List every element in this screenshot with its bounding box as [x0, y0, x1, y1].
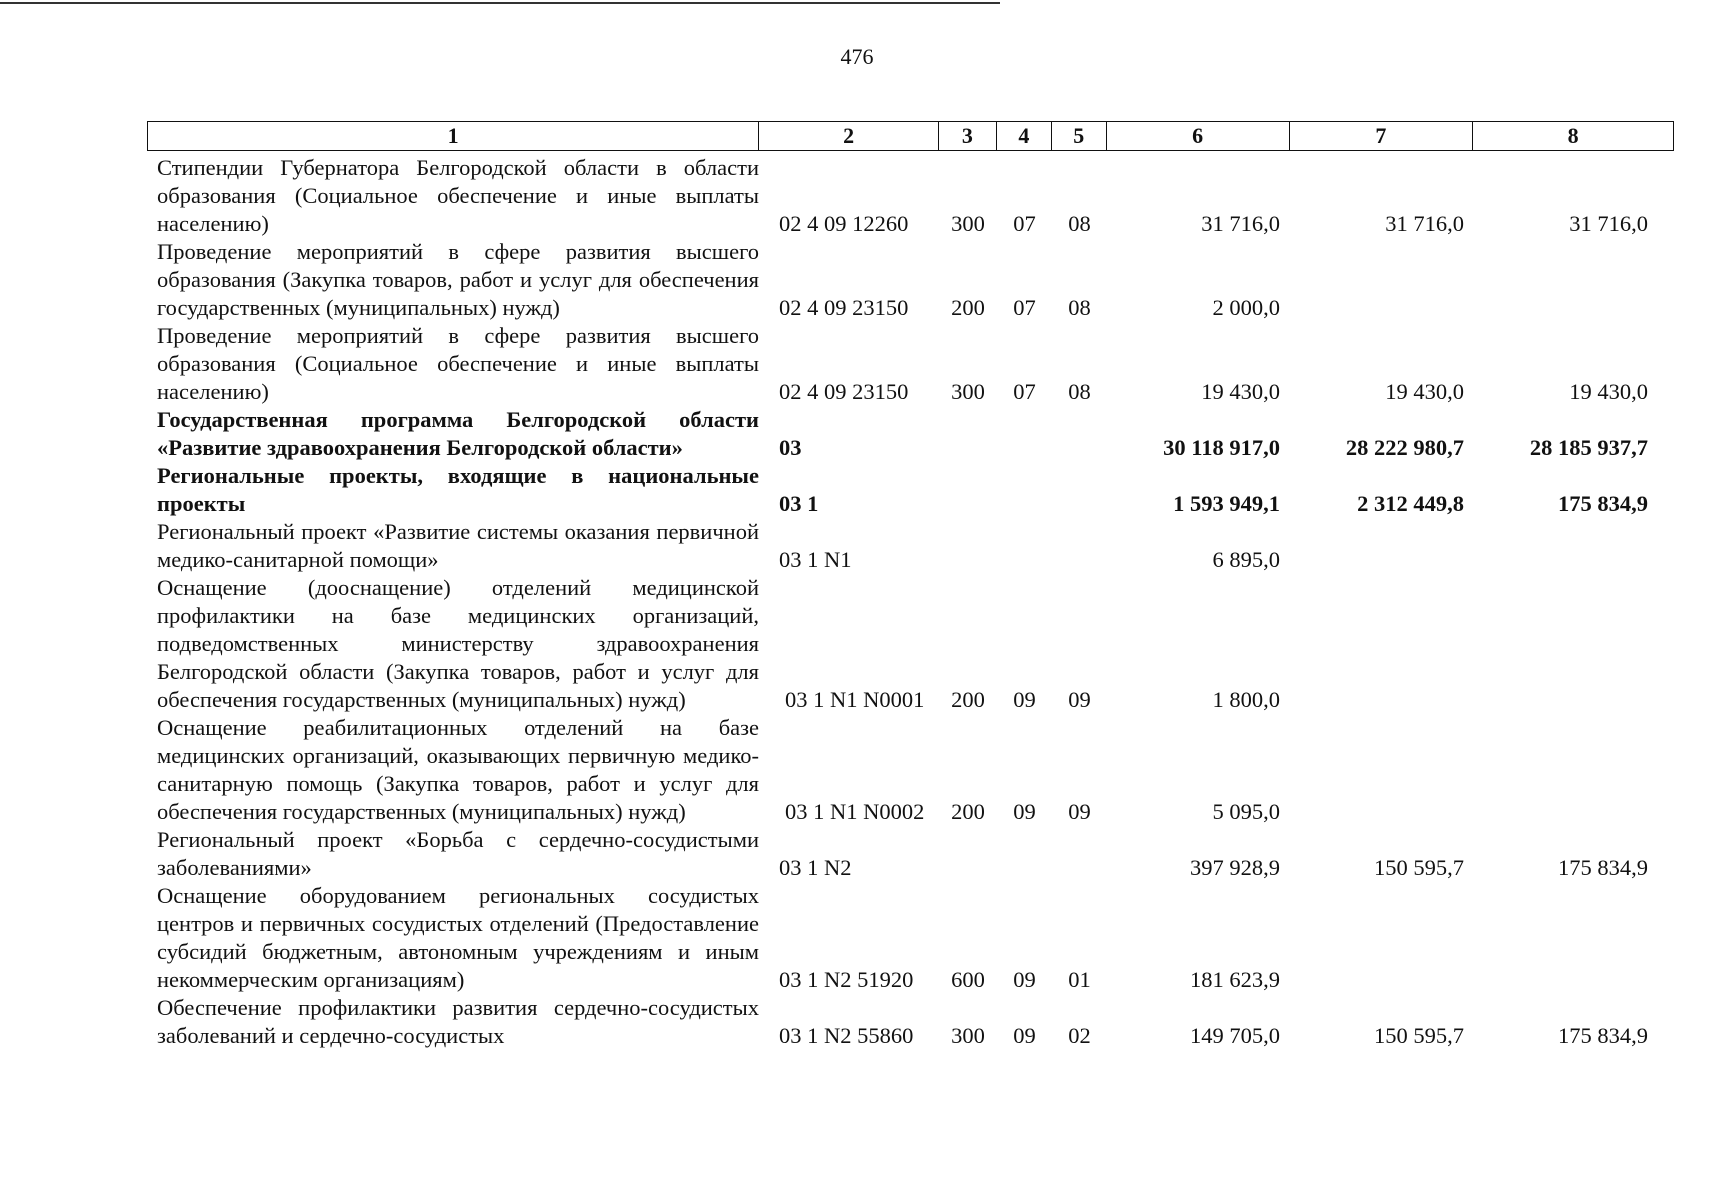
- row-col-4: 07: [1013, 295, 1036, 320]
- row-code: 02 4 09 12260: [779, 211, 909, 236]
- row-col-5: 08: [1068, 211, 1091, 236]
- row-col-5: 01: [1068, 967, 1091, 992]
- row-col-6: 1 800,0: [1212, 687, 1280, 712]
- row-code: 03 1 N2: [779, 855, 852, 880]
- row-col-8: 175 834,9: [1558, 1023, 1648, 1048]
- row-col-6: 30 118 917,0: [1163, 435, 1280, 460]
- row-col-6: 397 928,9: [1190, 855, 1280, 880]
- row-code: 03: [779, 435, 802, 460]
- row-col-7: 150 595,7: [1374, 1023, 1464, 1048]
- row-col-6: 181 623,9: [1190, 967, 1280, 992]
- row-code: 03 1 N1: [779, 547, 852, 572]
- row-name: Оснащение оборудованием региональных сосудистых центров и первичных сосудистых отделений (Предоставление субсидий бюджетным, автономным учреждениям и иным некоммерческим организациям): [157, 883, 759, 992]
- row-code: 02 4 09 23150: [779, 295, 909, 320]
- row-col-8: 28 185 937,7: [1529, 435, 1648, 460]
- row-name: Стипендии Губернатора Белгородской области в области образования (Социальное обеспечение и иные выплаты населению): [157, 155, 759, 236]
- row-col-3: 300: [951, 1023, 985, 1048]
- row-col-6: 19 430,0: [1201, 379, 1280, 404]
- table-row-subprogram: [147, 462, 1674, 518]
- row-name: Оснащение реабилитационных отделений на базе медицинских организаций, оказывающих первичную медико-санитарную помощь (Закупка товаров, работ и услуг для обеспечения государственных (муниципальных) нужд): [157, 715, 759, 824]
- header-col-6: 6: [1107, 122, 1290, 150]
- row-col-5: 09: [1068, 799, 1091, 824]
- row-code: 03 1 N1 N0002: [785, 799, 925, 824]
- row-col-3: 600: [951, 967, 985, 992]
- row-col-8: 19 430,0: [1569, 379, 1648, 404]
- row-col-8: 31 716,0: [1569, 211, 1648, 236]
- row-col-6: 1 593 949,1: [1173, 491, 1280, 516]
- row-name: Проведение мероприятий в сфере развития высшего образования (Социальное обеспечение и иные выплаты населению): [157, 323, 759, 404]
- row-col-3: 200: [951, 687, 985, 712]
- header-col-7: 7: [1290, 122, 1474, 150]
- row-col-7: 28 222 980,7: [1345, 435, 1464, 460]
- table-body: [147, 154, 1674, 1050]
- row-col-4: 09: [1013, 799, 1036, 824]
- row-col-7: 19 430,0: [1385, 379, 1464, 404]
- row-col-8: 175 834,9: [1558, 491, 1648, 516]
- row-name: Оснащение (дооснащение) отделений медицинской профилактики на базе медицинских организаций, подведомственных министерству здравоохранения Белгородской области (Закупка товаров, работ и услуг для обеспечения государственных (муниципальных) нужд): [157, 575, 759, 712]
- row-name: Региональный проект «Борьба с сердечно-сосудистыми заболеваниями»: [157, 827, 759, 880]
- table-row: [147, 238, 1674, 322]
- row-col-3: 200: [951, 295, 985, 320]
- row-col-5: 08: [1068, 379, 1091, 404]
- row-col-5: 08: [1068, 295, 1091, 320]
- table-row: [147, 714, 1674, 826]
- table-row: [147, 322, 1674, 406]
- row-col-6: 31 716,0: [1201, 211, 1280, 236]
- row-name: Региональный проект «Развитие системы оказания первичной медико-санитарной помощи»: [157, 519, 759, 572]
- row-name: Государственная программа Белгородской области «Развитие здравоохранения Белгородской области»: [157, 407, 759, 460]
- row-code: 03 1 N1 N0001: [785, 687, 925, 712]
- page-number: 476: [840, 44, 874, 69]
- row-col-5: 02: [1068, 1023, 1091, 1048]
- table-row: [147, 994, 1674, 1050]
- row-code: 03 1 N2 51920: [779, 967, 914, 992]
- header-col-1: 1: [148, 122, 759, 150]
- row-col-6: 5 095,0: [1212, 799, 1280, 824]
- table-row: [147, 154, 1674, 238]
- table-row: [147, 518, 1674, 574]
- row-col-4: 07: [1013, 211, 1036, 236]
- header-col-5: 5: [1052, 122, 1107, 150]
- row-col-3: 300: [951, 379, 985, 404]
- row-col-5: 09: [1068, 687, 1091, 712]
- table-row: [147, 882, 1674, 994]
- row-col-4: 07: [1013, 379, 1036, 404]
- row-col-7: 150 595,7: [1374, 855, 1464, 880]
- header-col-4: 4: [997, 122, 1052, 150]
- header-col-2: 2: [759, 122, 939, 150]
- row-code: 03 1 N2 55860: [779, 1023, 914, 1048]
- row-col-6: 6 895,0: [1212, 547, 1280, 572]
- row-col-6: 2 000,0: [1212, 295, 1280, 320]
- table-header: [147, 121, 1674, 151]
- row-name: Проведение мероприятий в сфере развития высшего образования (Закупка товаров, работ и услуг для обеспечения государственных (муниципальных) нужд): [157, 239, 759, 320]
- table-row: [147, 826, 1674, 882]
- row-col-6: 149 705,0: [1190, 1023, 1280, 1048]
- row-col-4: 09: [1013, 687, 1036, 712]
- table-row: [147, 574, 1674, 714]
- row-code: 02 4 09 23150: [779, 379, 909, 404]
- row-name: Обеспечение профилактики развития сердечно-сосудистых заболеваний и сердечно-сосудистых: [157, 995, 759, 1048]
- row-col-3: 200: [951, 799, 985, 824]
- row-col-4: 09: [1013, 967, 1036, 992]
- row-col-7: 2 312 449,8: [1357, 491, 1464, 516]
- row-col-3: 300: [951, 211, 985, 236]
- header-col-8: 8: [1567, 123, 1579, 148]
- table-row-program: [147, 406, 1674, 462]
- row-code: 03 1: [779, 491, 819, 516]
- row-col-7: 31 716,0: [1385, 211, 1464, 236]
- row-col-8: 175 834,9: [1558, 855, 1648, 880]
- top-rule: [0, 2, 1000, 4]
- header-col-3: 3: [939, 122, 997, 150]
- row-col-4: 09: [1013, 1023, 1036, 1048]
- row-name: Региональные проекты, входящие в национальные проекты: [157, 463, 759, 516]
